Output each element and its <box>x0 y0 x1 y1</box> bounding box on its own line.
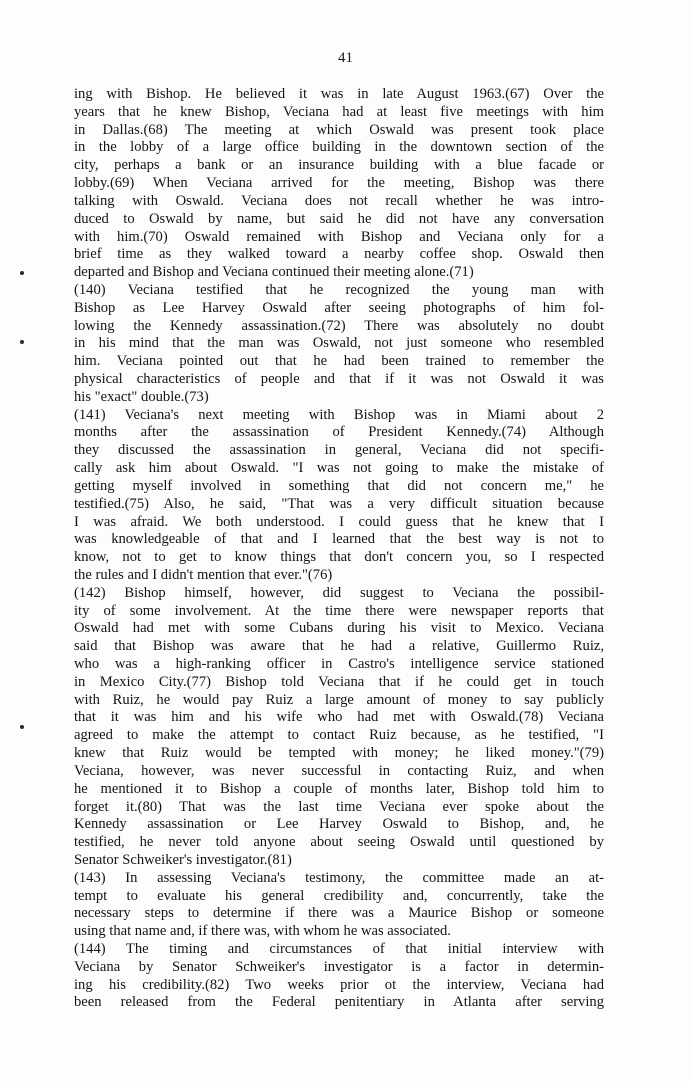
text-line: necessary steps to determine if there was a Maurice Bishop or someone <box>74 905 604 922</box>
text-line: in his mind that the man was Oswald, not just someone who resembled <box>74 335 604 352</box>
text-line: physical characteristics of people and that if it was not Oswald it was <box>74 371 604 387</box>
text-line: city, perhaps a bank or an insurance building with a blue facade or <box>74 157 604 174</box>
text-line: in Dallas.(68) The meeting at which Oswald was present took place <box>74 121 604 138</box>
margin-dot-mark <box>20 340 24 344</box>
text-line: him. Veciana pointed out that he had been trained to remember the <box>74 353 604 370</box>
text-line: ity of some involvement. At the time there were newspaper reports that <box>74 602 604 619</box>
text-line: know, not to get to know things that don't concern you, so I respected <box>74 549 604 566</box>
text-line: forget it.(80) That was the last time Veciana ever spoke about the <box>74 798 604 815</box>
text-line: his "exact" double.(73) <box>74 388 209 405</box>
text-line: (141) Veciana's next meeting with Bishop was in Miami about 2 <box>74 406 604 423</box>
text-line: testified.(75) Also, he said, "That was a very difficult situation because <box>74 495 604 512</box>
text-line: said that Bishop was aware that he had a relative, Guillermo Ruiz, <box>74 638 604 655</box>
text-line: the rules and I didn't mention that ever."(76) <box>74 566 333 583</box>
text-line: was knowledgeable of that and I learned that the best way is not to <box>74 531 604 548</box>
text-line: (142) Bishop himself, however, did suggest to Veciana the possibil- <box>74 584 604 601</box>
text-line: using that name and, if there was, with whom he was associated. <box>74 923 451 940</box>
text-line: with him.(70) Oswald remained with Bishop and Veciana only for a <box>74 228 604 245</box>
text-line: getting myself involved in something that did not concern me," he <box>74 477 604 494</box>
text-line: he mentioned it to Bishop a couple of months later, Bishop told him to <box>74 780 604 797</box>
text-line: Kennedy assassination or Lee Harvey Oswald to Bishop, and, he <box>74 816 604 833</box>
text-line: they discussed the assassination in general, Veciana did not specifi- <box>74 442 604 459</box>
text-line: Bishop as Lee Harvey Oswald after seeing photographs of him fol- <box>74 299 604 316</box>
text-line: I was afraid. We both understood. I could guess that he knew that I <box>74 513 604 530</box>
text-line: that it was him and his wife who had met with Oswald.(78) Veciana <box>74 709 604 726</box>
text-line: Veciana by Senator Schweiker's investigator is a factor in determin- <box>74 958 604 975</box>
text-line: Senator Schweiker's investigator.(81) <box>74 851 292 868</box>
text-line: cally ask him about Oswald. "I was not going to make the mistake of <box>74 460 604 477</box>
text-line: agreed to make the attempt to contact Ruiz because, as he testified, "I <box>74 727 604 744</box>
body-text <box>74 86 604 1012</box>
text-line: years that he knew Bishop, Veciana had at least five meetings with him <box>74 103 604 120</box>
text-line: brief time as they walked toward a nearby coffee shop. Oswald then <box>74 246 604 263</box>
text-line: lowing the Kennedy assassination.(72) There was absolutely no doubt <box>74 317 604 334</box>
text-line: knew that Ruiz would be tempted with money; he liked money."(79) <box>74 745 604 762</box>
text-line: in the lobby of a large office building in the downtown section of the <box>74 139 604 156</box>
text-line: testified, he never told anyone about seeing Oswald until questioned by <box>74 834 604 851</box>
text-line: months after the assassination of President Kennedy.(74) Although <box>74 424 604 441</box>
text-line: with Ruiz, he would pay Ruiz a large amount of money to say publicly <box>74 691 604 708</box>
text-line: been released from the Federal penitentiary in Atlanta after serving <box>74 994 604 1011</box>
text-line: Veciana, however, was never successful in contacting Ruiz, and when <box>74 762 604 779</box>
text-line: lobby.(69) When Veciana arrived for the meeting, Bishop was there <box>74 175 604 192</box>
text-line: departed and Bishop and Veciana continued their meeting alone.(71) <box>74 264 474 281</box>
text-line: ing with Bishop. He believed it was in late August 1963.(67) Over the <box>74 86 604 102</box>
text-line: tempt to evaluate his general credibility and, concurrently, take the <box>74 887 604 904</box>
text-line: (144) The timing and circumstances of that initial interview with <box>74 941 604 957</box>
text-line: ing his credibility.(82) Two weeks prior ot the interview, Veciana had <box>74 976 604 993</box>
text-line: (140) Veciana testified that he recognized the young man with <box>74 281 604 298</box>
margin-dot-mark <box>20 725 24 729</box>
text-line: who was a high-ranking officer in Castro's intelligence service stationed <box>74 656 604 672</box>
text-line: talking with Oswald. Veciana does not recall whether he was intro- <box>74 192 604 209</box>
margin-dot-mark <box>20 271 24 275</box>
text-line: duced to Oswald by name, but said he did not have any conversation <box>74 210 604 227</box>
text-line: (143) In assessing Veciana's testimony, the committee made an at- <box>74 869 604 886</box>
text-line: Oswald had met with some Cubans during his visit to Mexico. Veciana <box>74 620 604 637</box>
page-number: 41 <box>338 50 353 66</box>
text-line: in Mexico City.(77) Bishop told Veciana that if he could get in touch <box>74 673 604 690</box>
